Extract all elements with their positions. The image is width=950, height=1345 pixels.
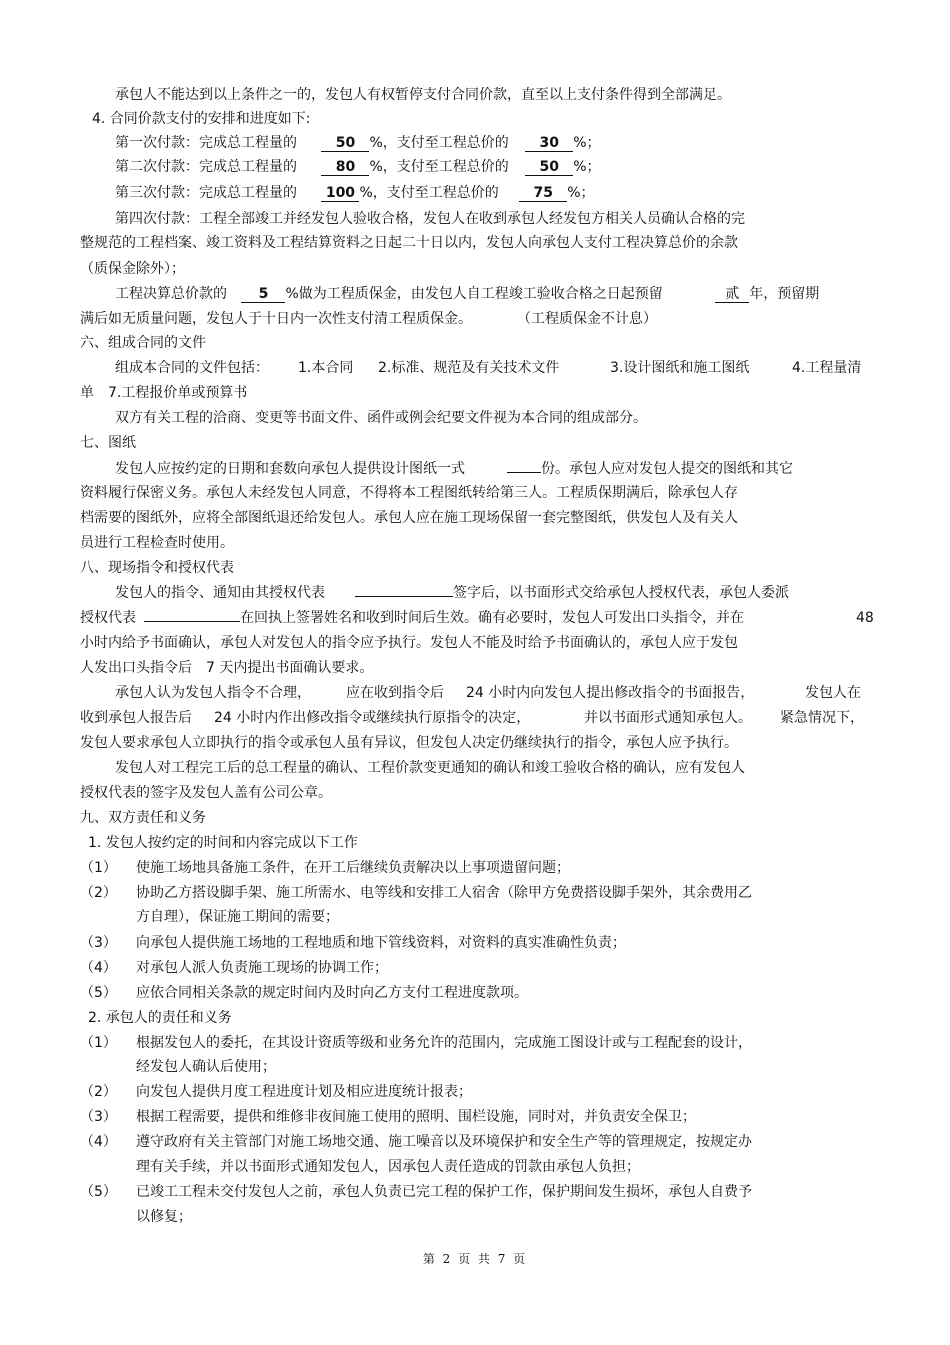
warranty-percent: 5	[241, 286, 285, 303]
warranty-line: 工程决算总价款的 5 %做为工程质保金，由发包人自工程竣工验收合格之日起预留 贰 年，预留期	[115, 286, 820, 302]
page-footer: 第 2 页 共 7 页	[422, 1252, 528, 1266]
section-heading: 六、组成合同的文件	[80, 335, 206, 351]
percent-value: 30	[525, 135, 573, 152]
paragraph-line: 24 小时内向发包人提出修改指令的书面报告，	[466, 685, 755, 701]
subsection-heading: 2. 承包人的责任和义务	[88, 1010, 232, 1026]
paragraph-line: 发包人应按约定的日期和套数向承包人提供设计图纸一式 份。承包人应对发包人提交的图纸和其它	[115, 461, 793, 477]
paragraph-line: 员进行工程检查时使用。	[80, 535, 234, 551]
paragraph-line: 资料履行保密义务。承包人未经发包人同意，不得将本工程图纸转给第三人。工程质保期满后，除承包人存	[80, 485, 738, 501]
representative-blank	[355, 596, 453, 597]
copies-blank	[507, 472, 541, 473]
list-item-text: 经发包人确认后使用；	[136, 1059, 276, 1075]
list-item-number: （5）	[80, 1184, 117, 1200]
paragraph-line: 满后如无质量问题，发包人于十日内一次性支付清工程质保金。 （工程质保金不计息）	[80, 311, 657, 327]
warranty-years: 贰	[715, 286, 749, 303]
percent-value: 80	[321, 159, 369, 176]
percent-value: 75	[519, 185, 567, 202]
paragraph-line: 发包人要求承包人立即执行的指令或承包人虽有异议，但发包人决定仍继续执行的指令，承包人应予执行。	[80, 735, 738, 751]
list-item-number: （4）	[80, 1134, 117, 1150]
list-item-number: （3）	[80, 1109, 117, 1125]
paragraph-line: 发包人的指令、通知由其授权代表 签字后，以书面形式交给承包人授权代表，承包人委派	[115, 585, 789, 601]
section-heading: 九、双方责任和义务	[80, 810, 206, 826]
paragraph-line: 紧急情况下，	[780, 710, 864, 726]
payment-line-2: 第二次付款：完成总工程量的 80 %，支付至工程总价的 50 %；	[115, 159, 601, 175]
list-item-text: 使施工场地具备施工条件，在开工后继续负责解决以上事项遗留问题；	[136, 860, 570, 876]
list-item-text: 根据发包人的委托，在其设计资质等级和业务允许的范围内，完成施工图设计或与工程配套的设计，	[136, 1035, 752, 1051]
contract-doc-item: 3.设计图纸和施工图纸	[610, 360, 750, 376]
subsection-heading: 1. 发包人按约定的时间和内容完成以下工作	[88, 835, 358, 851]
list-item-text: 遵守政府有关主管部门对施工场地交通、施工噪音以及环境保护和安全生产等的管理规定，按规定办	[136, 1134, 752, 1150]
paragraph-line: 并以书面形式通知承包人。	[584, 710, 752, 726]
contract-doc-item: 4.工程量清	[792, 360, 862, 376]
list-item-number: （1）	[80, 860, 117, 876]
paragraph-line: 发包人在	[805, 685, 861, 701]
paragraph-line: 授权代表的签字及发包人盖有公司公章。	[80, 785, 332, 801]
list-item-text: 已竣工工程未交付发包人之前，承包人负责已完工程的保护工作，保护期间发生损坏，承包人自费予	[136, 1184, 752, 1200]
contract-doc-item: 2.标准、规范及有关技术文件	[378, 360, 560, 376]
section-heading: 七、图纸	[80, 435, 136, 451]
list-item-number: （5）	[80, 985, 117, 1001]
percent-value: 50	[525, 159, 573, 176]
paragraph-line: 承包人认为发包人指令不合理，	[115, 685, 311, 701]
list-item-number: （3）	[80, 935, 117, 951]
paragraph-line: 发包人对工程完工后的总工程量的确认、工程价款变更通知的确认和竣工验收合格的确认，应有发包人	[115, 760, 745, 776]
list-item-text: 理有关手续，并以书面形式通知发包人，因承包人责任造成的罚款由承包人负担；	[136, 1159, 640, 1175]
list-item-text: 向发包人提供月度工程进度计划及相应进度统计报表；	[136, 1084, 472, 1100]
percent-value: 100	[321, 185, 359, 202]
list-item-text: 应依合同相关条款的规定时间内及时向乙方支付工程进度款项。	[136, 985, 528, 1001]
contract-docs-line: 组成本合同的文件包括：	[115, 360, 269, 376]
list-item-number: （4）	[80, 960, 117, 976]
percent-value: 50	[321, 135, 369, 152]
contract-docs-line: 单 7.工程报价单或预算书	[80, 385, 248, 401]
section-item-heading: 4. 合同价款支付的安排和进度如下:	[92, 111, 311, 127]
list-item-text: 以修复；	[136, 1209, 192, 1225]
payment-line-1: 第一次付款：完成总工程量的 50 %，支付至工程总价的 30 %；	[115, 135, 601, 151]
paragraph-line: 第四次付款：工程全部竣工并经发包人验收合格，发包人在收到承包人经发包方相关人员确认合格的完	[115, 211, 745, 227]
representative-blank	[144, 621, 240, 622]
paragraph-line: （质保金除外）；	[80, 261, 185, 277]
paragraph-line: 人发出口头指令后 7 天内提出书面确认要求。	[80, 660, 374, 676]
paragraph-line: 双方有关工程的洽商、变更等书面文件、函件或例会纪要文件视为本合同的组成部分。	[115, 410, 647, 426]
hours-value: 48	[856, 610, 874, 626]
section-heading: 八、现场指令和授权代表	[80, 560, 234, 576]
contract-doc-item: 1.本合同	[298, 360, 354, 376]
paragraph-line: 小时内给予书面确认，承包人对发包人的指令应予执行。发包人不能及时给予书面确认的，承包人应于发包	[80, 635, 738, 651]
paragraph-line: 承包人不能达到以上条件之一的，发包人有权暂停支付合同价款，直至以上支付条件得到全部满足。	[115, 87, 731, 103]
paragraph-line: 授权代表 在回执上签署姓名和收到时间后生效。确有必要时，发包人可发出口头指令，并在	[80, 610, 744, 626]
list-item-text: 向承包人提供施工场地的工程地质和地下管线资料，对资料的真实准确性负责；	[136, 935, 626, 951]
paragraph-line: 整规范的工程档案、竣工资料及工程结算资料之日起二十日以内，发包人向承包人支付工程决算总价的余款	[80, 235, 738, 251]
paragraph-line: 应在收到指令后	[346, 685, 444, 701]
paragraph-line: 收到承包人报告后	[80, 710, 192, 726]
payment-line-3: 第三次付款：完成总工程量的 100 %，支付至工程总价的 75 %；	[115, 185, 595, 201]
paragraph-line: 24 小时内作出修改指令或继续执行原指令的决定，	[214, 710, 531, 726]
list-item-number: （2）	[80, 1084, 117, 1100]
list-item-number: （2）	[80, 885, 117, 901]
list-item-text: 方自理），保证施工期间的需要；	[136, 909, 339, 925]
list-item-text: 对承包人派人负责施工现场的协调工作；	[136, 960, 388, 976]
list-item-text: 根据工程需要，提供和维修非夜间施工使用的照明、围栏设施，同时对，并负责安全保卫；	[136, 1109, 696, 1125]
list-item-text: 协助乙方搭设脚手架、施工所需水、电等线和安排工人宿舍（除甲方免费搭设脚手架外，其余费用乙	[136, 885, 752, 901]
list-item-number: （1）	[80, 1035, 117, 1051]
paragraph-line: 档需要的图纸外，应将全部图纸退还给发包人。承包人应在施工现场保留一套完整图纸，供发包人及有关人	[80, 510, 738, 526]
